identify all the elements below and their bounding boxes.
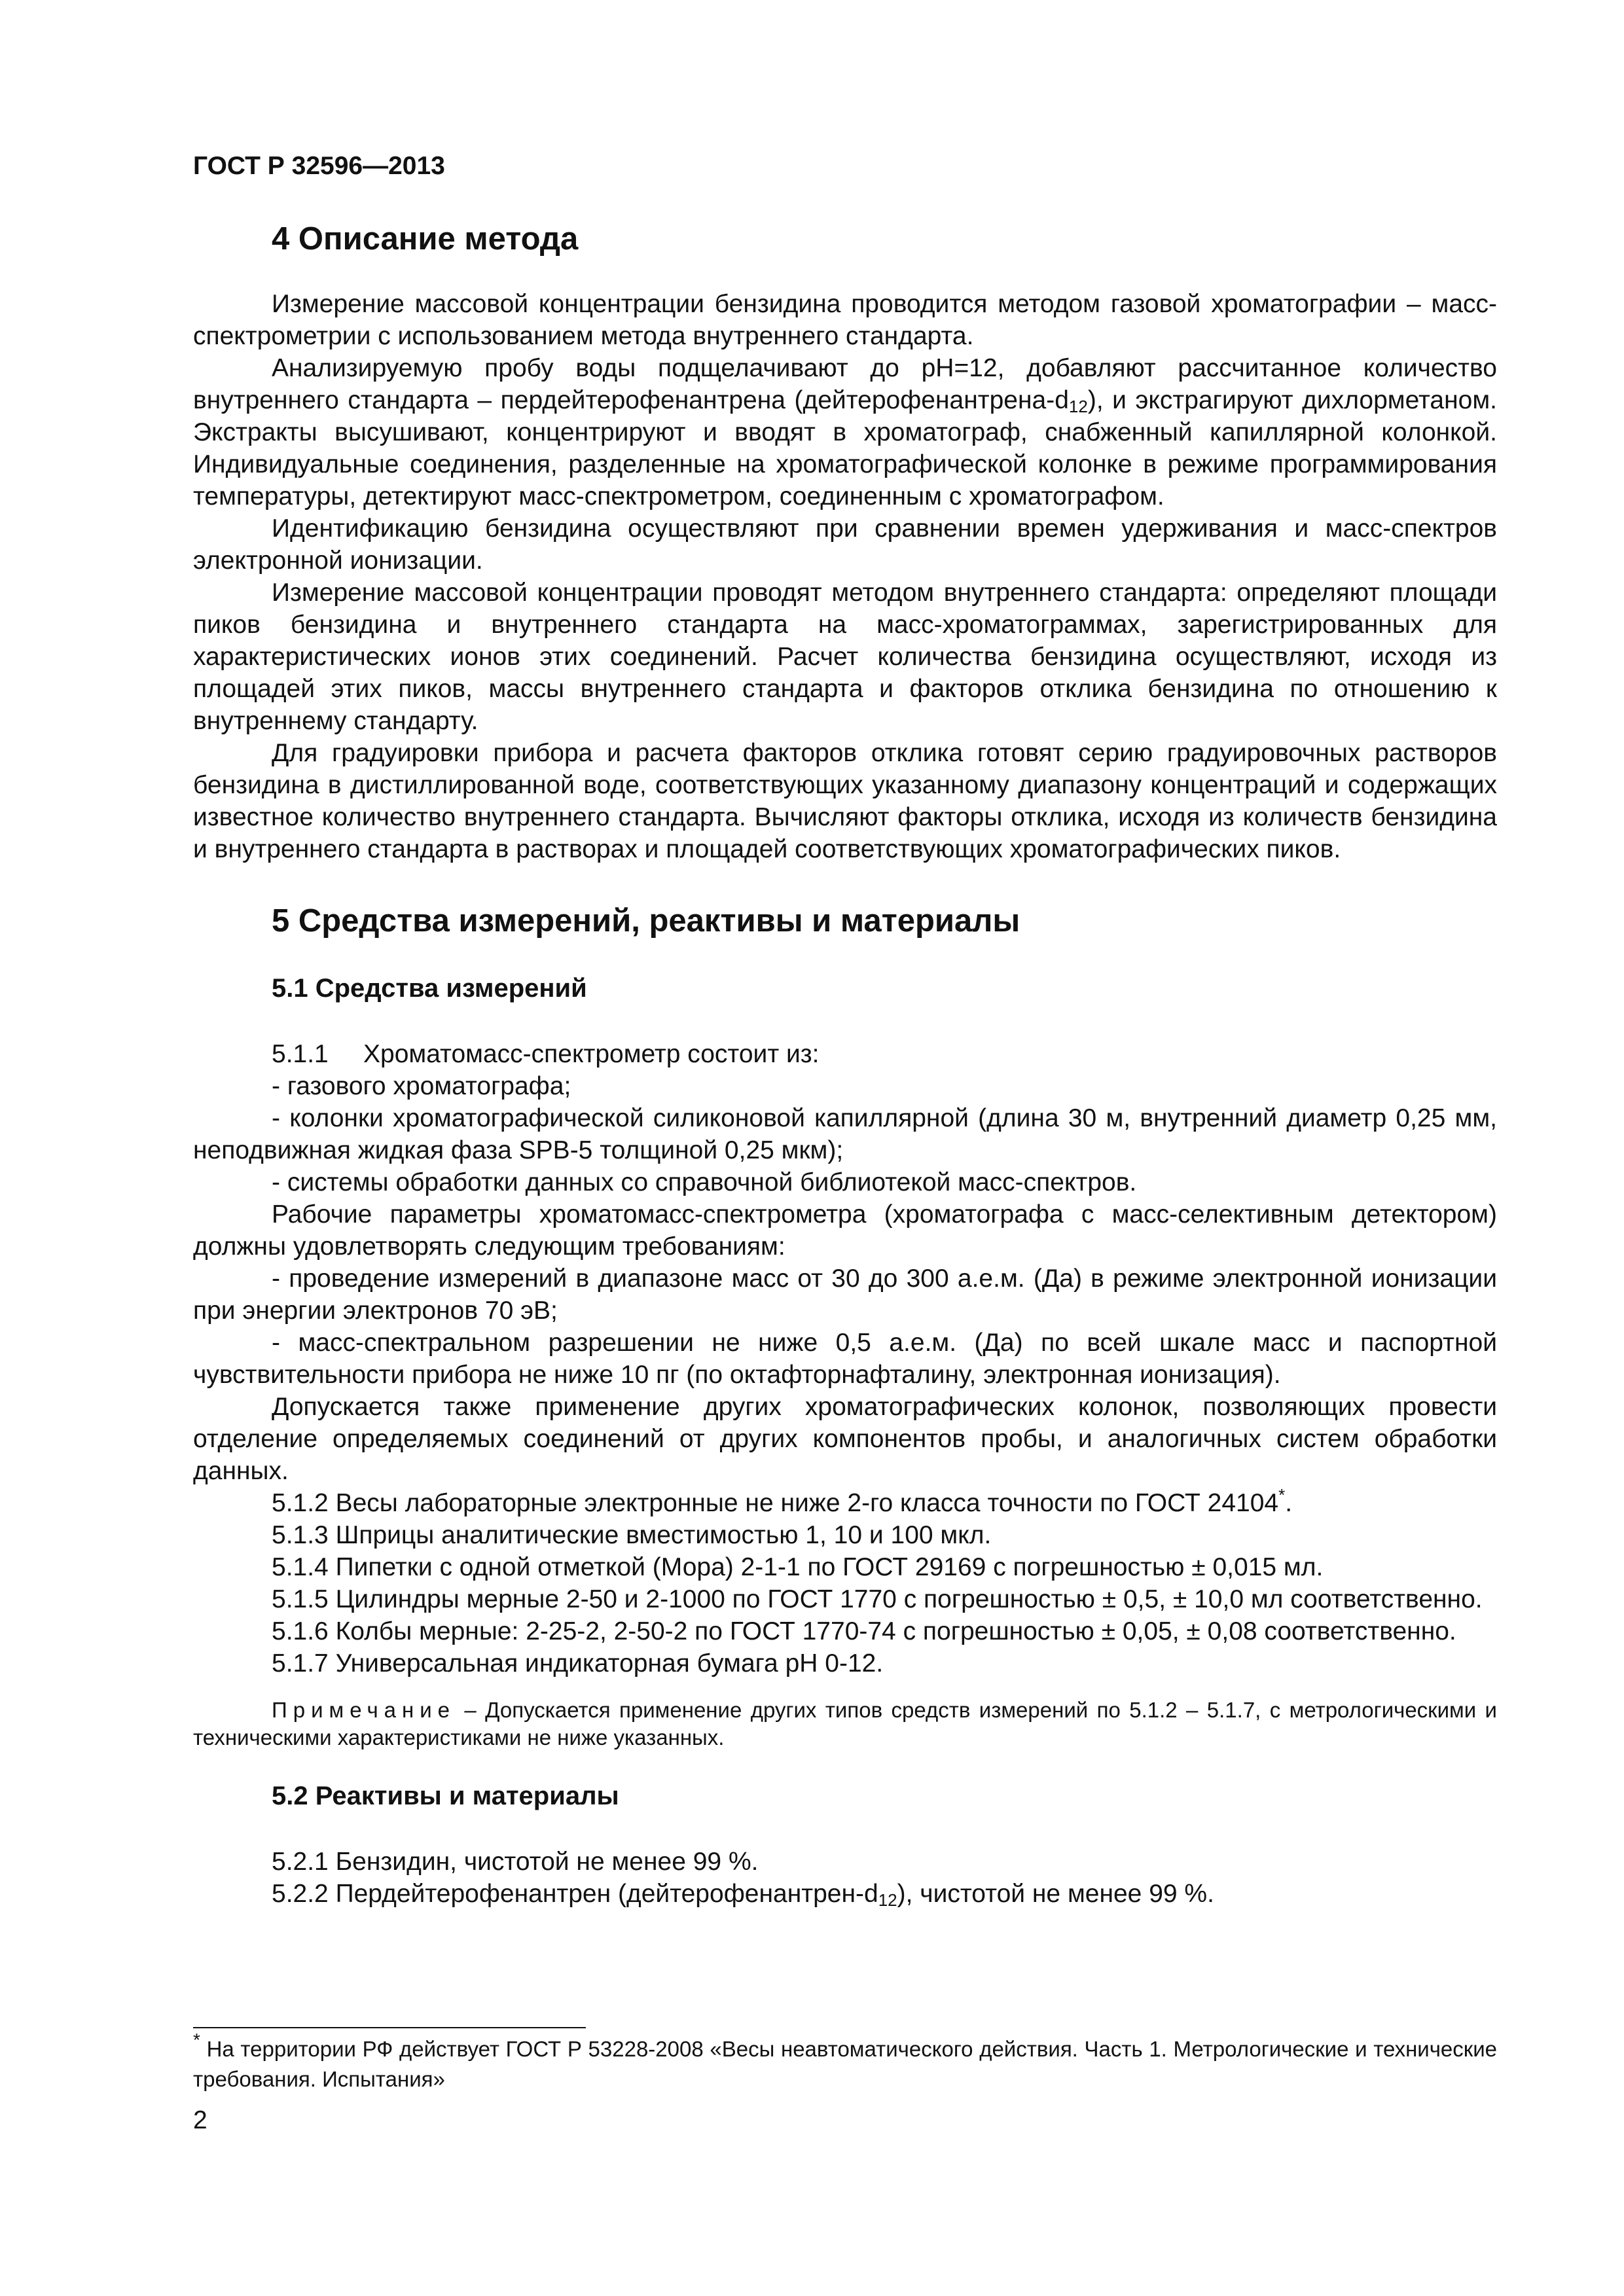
item-5-1-1-text: Хроматомасс-спектрометр состоит из: bbox=[363, 1040, 820, 1068]
item-5-1-3: 5.1.3 Шприцы аналитические вместимостью 1, 10 и 100 мкл. bbox=[272, 1521, 992, 1549]
subsection-5-1-title: 5.1 Средства измерений bbox=[272, 974, 587, 1003]
section-4-paragraph-5: Для градуировки прибора и расчета факторов отклика готовят серию градуировочных растворов бензидина в дистиллированной воде, соответствующих указанному диапазону концентраций и содержащих известное количество внутреннего стандарта. Вычисляют факторы отклика, исходя из количеств бензидина и внутреннего стандарта в растворах и площадей соответствующих хроматографических пиков. bbox=[193, 739, 1497, 863]
section-4-paragraph-4: Измерение массовой концентрации проводят методом внутреннего стандарта: определяют площади пиков бензидина и внутреннего стандарта на масс-хроматограммах, зарегистрированных для характеристических ионов этих соединений. Расчет количества бензидина осуществляют, исходя из площадей этих пиков, массы внутреннего стандарта и факторов отклика бензидина по отношению к внутреннему стандарту. bbox=[193, 579, 1497, 735]
operating-parameters-paragraph: Рабочие параметры хроматомасс-спектрометра (хроматографа с масс-селективным детектором) должны удовлетворять следующим требованиям: bbox=[193, 1200, 1497, 1261]
section-4-paragraph-1: Измерение массовой концентрации бензидина проводится методом газовой хроматографии – масс-спектрометрии с использованием метода внутреннего стандарта. bbox=[193, 290, 1497, 350]
item-5-1-6: 5.1.6 Колбы мерные: 2-25-2, 2-50-2 по ГОСТ 1770-74 с погрешностью ± 0,05, ± 0,08 соответственно. bbox=[272, 1617, 1456, 1645]
subsection-5-2-title: 5.2 Реактивы и материалы bbox=[272, 1782, 619, 1810]
deuterium-subscript: 12 bbox=[1068, 397, 1088, 416]
item-5-1-2-text: 5.1.2 Весы лабораторные электронные не ниже 2-го класса точности по ГОСТ 24104 bbox=[272, 1489, 1279, 1517]
list-item-resolution: - масс-спектральном разрешении не ниже 0,5 а.е.м. (Да) по всей шкале масс и паспортной чувствительности прибора не ниже 10 пг (по октафторнафталину, электронная ионизация). bbox=[193, 1329, 1497, 1389]
list-item-data-system: - системы обработки данных со справочной библиотекой масс-спектров. bbox=[272, 1168, 1137, 1196]
section-4-title: 4 Описание метода bbox=[272, 221, 579, 257]
standard-header: ГОСТ Р 32596—2013 bbox=[193, 152, 445, 180]
section-4-paragraph-3: Идентификацию бензидина осуществляют при сравнении времен удерживания и масс-спектров электронной ионизации. bbox=[193, 514, 1497, 575]
page-number: 2 bbox=[193, 2106, 208, 2134]
footnote-mark: * bbox=[193, 2030, 200, 2050]
item-5-1-2 bbox=[193, 1487, 1497, 1519]
list-item-gas-chromatograph: - газового хроматографа; bbox=[272, 1072, 571, 1100]
item-5-1-7: 5.1.7 Универсальная индикаторная бумага pH 0-12. bbox=[272, 1649, 884, 1677]
section-5-title: 5 Средства измерений, реактивы и материалы bbox=[272, 903, 1020, 939]
footnote-text: На территории РФ действует ГОСТ Р 53228-2008 «Весы неавтоматического действия. Часть 1. Метрологические и технические требования. Испытания» bbox=[193, 2037, 1497, 2091]
item-5-2-2 bbox=[193, 1878, 1497, 1910]
page-content bbox=[193, 209, 1497, 1910]
item-5-1-5: 5.1.5 Цилиндры мерные 2-50 и 2-1000 по ГОСТ 1770 с погрешностью ± 0,5, ± 10,0 мл соответственно. bbox=[272, 1585, 1483, 1613]
item-5-1-2-end: . bbox=[1285, 1489, 1293, 1517]
footnote-divider bbox=[193, 2027, 586, 2028]
footnote-reference-mark: * bbox=[1278, 1485, 1286, 1505]
deuterium-subscript: 12 bbox=[878, 1890, 897, 1910]
note-paragraph bbox=[193, 1696, 1497, 1751]
item-5-1-1-number: 5.1.1 bbox=[272, 1040, 329, 1068]
note-text: – Допускается применение других типов средств измерений по 5.1.2 – 5.1.7, с метрологическими и техническими характеристиками не ниже указанных. bbox=[193, 1698, 1497, 1749]
list-item-capillary-column: - колонки хроматографической силиконовой капиллярной (длина 30 м, внутренний диаметр 0,25 мм, неподвижная жидкая фаза SPB-5 толщиной 0,25 мкм); bbox=[193, 1104, 1497, 1164]
item-5-2-1: 5.2.1 Бензидин, чистотой не менее 99 %. bbox=[272, 1848, 759, 1876]
alternative-columns-paragraph: Допускается также применение других хроматографических колонок, позволяющих провести отделение определяемых соединений от других компонентов пробы, и аналогичных систем обработки данных. bbox=[193, 1393, 1497, 1485]
note-label: Примечание bbox=[272, 1698, 456, 1722]
section-4-paragraph-2-end: ), и экстрагируют дихлорметаном. Экстракты высушивают, концентрируют и вводят в хроматограф, снабженный капиллярной колонкой. Индивидуальные соединения, разделенные на хроматографической колонке в режиме программирования температуры, детектируют масс-спектрометром, соединенным с хроматографом. bbox=[193, 386, 1497, 511]
item-5-2-2-start: 5.2.2 Пердейтерофенантрен (дейтерофенантрен-d bbox=[272, 1880, 878, 1908]
item-5-1-1 bbox=[193, 1038, 1497, 1070]
item-5-2-2-end: ), чистотой не менее 99 %. bbox=[897, 1880, 1214, 1908]
item-5-1-4: 5.1.4 Пипетки с одной отметкой (Мора) 2-1-1 по ГОСТ 29169 с погрешностью ± 0,015 мл. bbox=[272, 1553, 1324, 1581]
section-4-paragraph-2-start: Анализируемую пробу воды подщелачивают до pH=12, добавляют рассчитанное количество внутреннего стандарта – пердейтерофенантрена (дейтерофенантрена-d bbox=[193, 354, 1497, 414]
list-item-mass-range: - проведение измерений в диапазоне масс от 30 до 300 а.е.м. (Да) в режиме электронной ионизации при энергии электронов 70 эВ; bbox=[193, 1265, 1497, 1325]
footnote bbox=[193, 2030, 1497, 2094]
section-4-paragraph-2 bbox=[193, 352, 1497, 512]
